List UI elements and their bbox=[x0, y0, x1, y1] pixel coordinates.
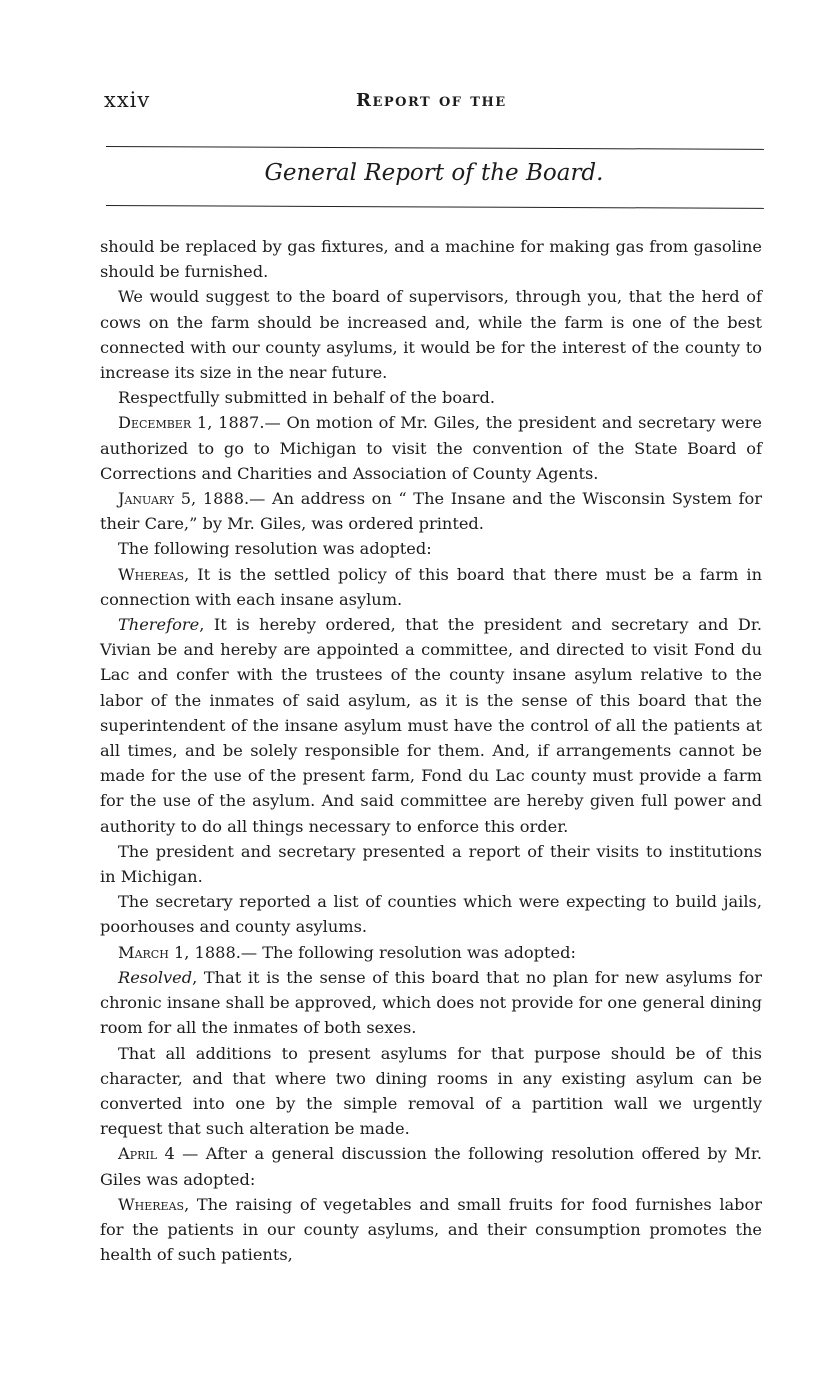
header-rule-bottom bbox=[106, 205, 764, 209]
date-lead: December bbox=[118, 413, 192, 433]
date-lead: March bbox=[118, 942, 169, 962]
date-lead: January bbox=[118, 489, 175, 509]
paragraph: January 5, 1888.— An address on “ The Insane and the Wisconsin System for their Care,” by Mr. Giles, was ordered printed. bbox=[100, 489, 762, 534]
whereas-lead: Whereas bbox=[118, 564, 185, 584]
running-head: Report of the bbox=[356, 90, 507, 111]
paragraph: We would suggest to the board of supervisors, through you, that the herd of cows on the farm should be increased and, while the farm is one of the best connected with our county asylums, it would be for the interest of the county to increase its size in the near future. bbox=[100, 287, 762, 383]
header-rule-top bbox=[106, 146, 764, 150]
paragraph: Whereas, The raising of vegetables and small fruits for food furnishes labor for the patients in our county asylums, and their consumption promotes the health of such patients, bbox=[100, 1194, 762, 1265]
paragraph: April 4 — After a general discussion the following resolution offered by Mr. Giles was adopted: bbox=[100, 1144, 762, 1189]
resolved-lead: Resolved bbox=[118, 967, 193, 987]
paragraph: March 1, 1888.— The following resolution was adopted: bbox=[118, 942, 576, 962]
paragraph: should be replaced by gas fixtures, and a machine for making gas from gasoline should be furnished. bbox=[100, 237, 762, 282]
paragraph: That all additions to present asylums for that purpose should be of this character, and that where two dining rooms in any existing asylum can be converted into one by the simple removal of a partition wall we urgently request that such alteration be made. bbox=[100, 1043, 762, 1139]
paragraph: Resolved, That it is the sense of this board that no plan for new asylums for chronic insane shall be approved, which does not provide for one general dining room for all the inmates of both sexes. bbox=[100, 967, 762, 1038]
whereas-lead: Whereas bbox=[118, 1194, 185, 1214]
paragraph: The president and secretary presented a report of their visits to institutions in Michigan. bbox=[100, 841, 762, 887]
section-title: General Report of the Board. bbox=[264, 160, 604, 186]
paragraph: The secretary reported a list of counties which were expecting to build jails, poorhouses and county asylums. bbox=[100, 892, 762, 937]
date-lead: April bbox=[118, 1144, 158, 1164]
paragraph: Respectfully submitted in behalf of the board. bbox=[118, 388, 495, 408]
body-text bbox=[100, 234, 762, 1267]
paragraph: Therefore, It is hereby ordered, that the president and secretary and Dr. Vivian be and hereby are appointed a committee, and directed to visit Fond du Lac and confer with the trustees of the county insane asylum relative to the labor of the inmates of said asylum, as it is the sense of this board that the superintendent of the insane asylum must have the control of all the patients at all times, and be solely responsible for them. And, if arrangements cannot be made for the use of the present farm, Fond du Lac county must provide a farm for the use of the asylum. And said committee are hereby given full power and authority to do all things necessary to enforce this order. bbox=[100, 615, 762, 836]
page-number: xxiv bbox=[104, 88, 151, 112]
paragraph: December 1, 1887.— On motion of Mr. Giles, the president and secretary were authorized to go to Michigan to visit the convention of the State Board of Corrections and Charities and Association of County Agents. bbox=[100, 413, 762, 483]
therefore-lead: Therefore bbox=[118, 615, 200, 635]
paragraph: Whereas, It is the settled policy of this board that there must be a farm in connection with each insane asylum. bbox=[100, 564, 762, 609]
paragraph: The following resolution was adopted: bbox=[118, 539, 432, 559]
